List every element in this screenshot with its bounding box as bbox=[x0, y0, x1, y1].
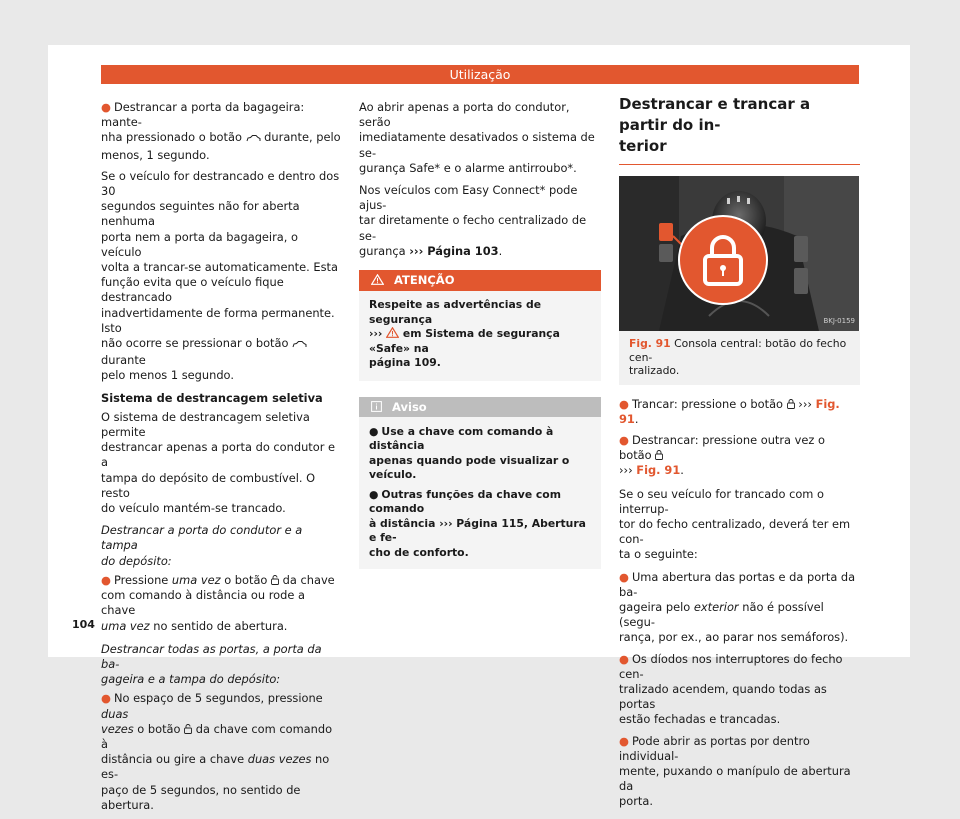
page-link[interactable]: ››› Página 103 bbox=[409, 243, 499, 258]
warning-header bbox=[359, 270, 601, 291]
bullet-dot: ● bbox=[101, 100, 111, 114]
note-box bbox=[359, 397, 601, 570]
section-heading: Sistema de destrancagem seletiva bbox=[101, 390, 323, 405]
bullet-leds: ● Os díodos nos interruptores do fecho cen- tralizado acendem, quando todas as portas estão fechadas e trancadas. bbox=[619, 651, 843, 727]
warning-text: Respeite as advertências de segurança ››› em Sistema de segurança «Safe» na página 109. bbox=[369, 298, 560, 370]
bullet-open-inside: ● Pode abrir as portas por dentro individual- mente, puxando o manípulo de abertura da porta. bbox=[619, 733, 851, 809]
subheading-driver-door: Destrancar a porta do condutor e a tampa do depósito: bbox=[101, 523, 303, 568]
column-2 bbox=[359, 100, 601, 569]
bullet-press-once: ● Pressione uma vez o botão da chave com comando à distância ou rode a chave uma vez no sentido de abertura. bbox=[101, 572, 335, 633]
unlock-icon bbox=[271, 574, 279, 583]
paragraph-selective: O sistema de destrancagem seletiva permite destrancar apenas a porta do condutor e a tampa do depósito de combustível. O resto do veículo mantém-se trancado. bbox=[101, 409, 336, 516]
note-bullet: ● Use a chave com comando à distância apenas quando pode visualizar o veículo. bbox=[369, 424, 570, 482]
column-1 bbox=[101, 100, 341, 819]
info-icon bbox=[371, 400, 382, 414]
column-3 bbox=[619, 95, 860, 816]
paragraph-easy-connect: Nos veículos com Easy Connect* pode ajus- tar diretamente o fecho centralizado de se- gurança ››› Página 103. bbox=[359, 183, 587, 258]
note-link[interactable]: Página 115, Abertura e fe- bbox=[369, 516, 586, 545]
bullet-press-twice: ● No espaço de 5 segundos, pressione duas vezes o botão da chave com comando à distância ou gire a chave duas vezes no es- paço de 5 segundos, no sentido de abertura. bbox=[101, 691, 333, 812]
bullet-lock: ● Trancar: pressione o botão ››› Fig. 91. bbox=[619, 396, 840, 426]
note-header bbox=[359, 397, 601, 417]
bullet-unlock: ● Destrancar: pressione outra vez o botão ››› Fig. 91. bbox=[619, 432, 825, 478]
unlock-icon bbox=[184, 723, 192, 732]
warning-title: ATENÇÃO bbox=[394, 273, 455, 288]
paragraph-autolock: Se o veículo for destrancado e dentro dos 30 segundos seguintes não for aberta nenhuma porta nem a porta da bagageira, o veículo volta a trancar-se automaticamente. Esta função evita que o veículo fique destrancado inadvertidamente de forma permanente. Isto não ocorre se pressionar o botão durante pelo menos 1 segundo. bbox=[101, 168, 340, 383]
bullet-dot: ● bbox=[101, 572, 111, 587]
subheading-all-doors: Destrancar todas as portas, a porta da ba- gageira e a tampa do depósito: bbox=[101, 641, 322, 687]
note-title: Aviso bbox=[392, 399, 427, 414]
section-title: Destrancar e trancar a partir do in- terior bbox=[619, 94, 860, 165]
figure-console-image bbox=[619, 176, 859, 331]
figure-caption: Fig. 91 Consola central: botão do fecho cen- tralizado. bbox=[619, 331, 860, 385]
paragraph-driver-door: Ao abrir apenas a porta do condutor, serão imediatamente desativados o sistema de se- gurança Safe* e o alarme antirroubo*. bbox=[359, 100, 595, 175]
bullet-dot: ● bbox=[101, 691, 111, 706]
lock-icon bbox=[787, 398, 795, 407]
figure-code: BKJ-0159 bbox=[823, 316, 855, 325]
lock-icon bbox=[655, 449, 663, 458]
note-text bbox=[359, 417, 601, 570]
page-number: 104 bbox=[72, 618, 95, 631]
warning-triangle-icon bbox=[386, 327, 399, 340]
page-header: Utilização bbox=[101, 65, 859, 84]
warning-triangle-icon bbox=[371, 273, 384, 287]
car-icon bbox=[292, 338, 307, 353]
bullet-no-exterior: ● Uma abertura das portas e da porta da ba- gageira pelo exterior não é possível (segu- rança, por ex., ao parar nos semáforos). bbox=[619, 569, 856, 645]
car-icon bbox=[246, 132, 261, 147]
paragraph-locked-switch: Se o seu veículo for trancado com o interrup- tor do fecho centralizado, deverá ter em con- ta o seguinte: bbox=[619, 486, 851, 562]
warning-box bbox=[359, 270, 601, 381]
bullet-unlock-tailgate: ● Destrancar a porta da bagageira: mante- nha pressionado o botão durante, pelo menos, 1 segundo. bbox=[101, 100, 341, 162]
figure-link[interactable]: Fig. 91 bbox=[619, 396, 840, 426]
warning-link[interactable]: em Sistema de segurança «Safe» na bbox=[369, 327, 560, 355]
note-bullet: ● Outras funções da chave com comando à distância ››› Página 115, Abertura e fe- cho de conforto. bbox=[369, 487, 586, 559]
figure-link[interactable]: Fig. 91 bbox=[636, 463, 681, 478]
